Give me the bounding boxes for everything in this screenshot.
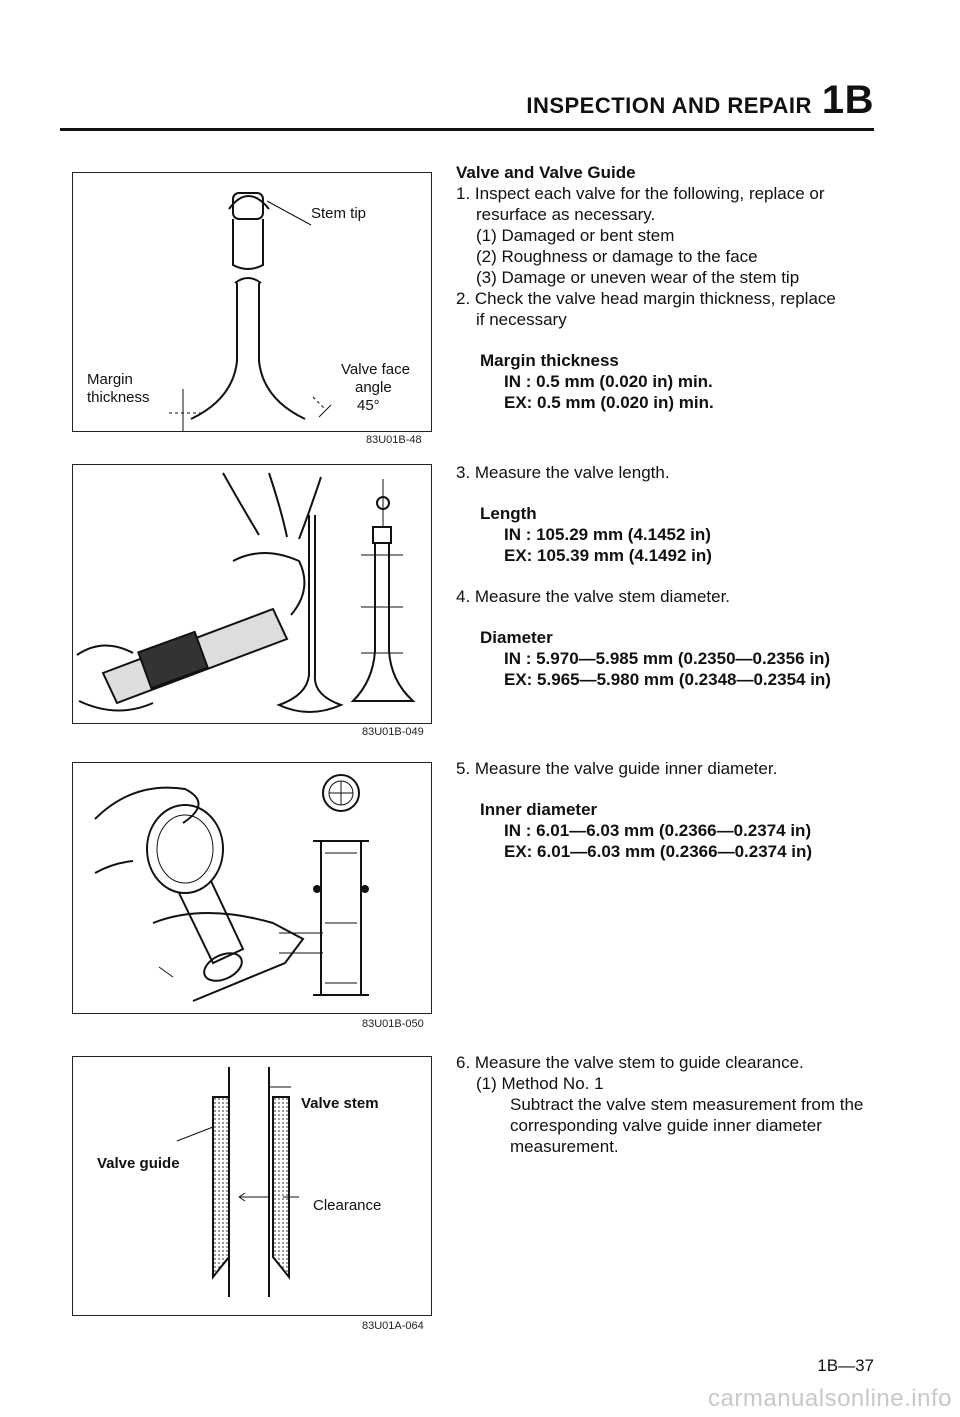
method-desc-3: measurement. [510, 1137, 619, 1156]
margin-spec [456, 350, 896, 413]
spec-in: IN : 0.5 mm (0.020 in) min. [504, 372, 713, 391]
inner-diameter-spec [456, 799, 896, 862]
sub-item-1: (1) Damaged or bent stem [476, 226, 675, 245]
label-angle-value: 45° [357, 397, 380, 414]
spec-in: IN : 6.01—6.03 mm (0.2366—0.2374 in) [504, 821, 812, 840]
header-rule [60, 128, 874, 131]
figure-valve-diagram [72, 172, 432, 432]
page-header [526, 80, 874, 120]
valve-guide-section [456, 162, 896, 413]
sub-item-3: (3) Damage or uneven wear of the stem tip [476, 268, 800, 287]
length-spec [456, 503, 896, 566]
label-valve-guide: Valve guide [97, 1155, 180, 1172]
step-3: 3. Measure the valve length. [456, 463, 670, 482]
figure-code-3: 83U01B-050 [362, 1018, 424, 1030]
step-5: 5. Measure the valve guide inner diameter. [456, 759, 778, 778]
diameter-spec [456, 627, 906, 690]
figure-code-4: 83U01A-064 [362, 1320, 424, 1332]
label-margin: Margin [87, 371, 133, 388]
spec-ex: EX: 5.965—5.980 mm (0.2348—0.2354 in) [504, 670, 831, 689]
step-1: 1. Inspect each valve for the following, replace or [456, 184, 825, 203]
header-title: INSPECTION AND REPAIR [526, 93, 812, 118]
figure-stem-micrometer [72, 464, 432, 724]
spec-title: Length [480, 504, 537, 523]
section-number: 1B [821, 78, 874, 122]
bore-gauge-illustration [73, 763, 431, 1013]
method-desc-2: corresponding valve guide inner diameter [510, 1116, 822, 1135]
clearance-section [456, 1052, 896, 1157]
figure-clearance-diagram [72, 1056, 432, 1316]
figure-bore-gauge [72, 762, 432, 1014]
spec-title: Diameter [480, 628, 553, 647]
step-4: 4. Measure the valve stem diameter. [456, 587, 731, 606]
figure-code-1: 83U01B-48 [366, 434, 422, 446]
spec-in: IN : 5.970—5.985 mm (0.2350—0.2356 in) [504, 649, 831, 668]
label-valve-stem: Valve stem [301, 1095, 379, 1112]
page-number: 1B—37 [817, 1356, 874, 1375]
step-2-cont: if necessary [476, 310, 567, 329]
section-heading: Valve and Valve Guide [456, 163, 636, 182]
watermark: carmanualsonline.info [708, 1385, 952, 1412]
spec-title: Margin thickness [480, 351, 619, 370]
label-angle: angle [355, 379, 392, 396]
label-stem-tip: Stem tip [311, 205, 367, 222]
micrometer-illustration [73, 465, 431, 723]
inner-diameter-section [456, 758, 896, 862]
diameter-section [456, 586, 906, 690]
method-desc-1: Subtract the valve stem measurement from the [510, 1095, 864, 1114]
label-clearance: Clearance [313, 1197, 382, 1214]
spec-ex: EX: 0.5 mm (0.020 in) min. [504, 393, 714, 412]
step-2: 2. Check the valve head margin thickness, replace [456, 289, 836, 308]
sub-item-2: (2) Roughness or damage to the face [476, 247, 758, 266]
label-valve-face: Valve face [341, 361, 410, 378]
figure-code-2: 83U01B-049 [362, 726, 424, 738]
spec-ex: EX: 6.01—6.03 mm (0.2366—0.2374 in) [504, 842, 813, 861]
length-section [456, 462, 896, 566]
step-6: 6. Measure the valve stem to guide clearance. [456, 1053, 804, 1072]
spec-title: Inner diameter [480, 800, 598, 819]
method-1: (1) Method No. 1 [476, 1074, 604, 1093]
spec-ex: EX: 105.39 mm (4.1492 in) [504, 546, 712, 565]
label-thickness: thickness [87, 389, 150, 406]
step-1-cont: resurface as necessary. [476, 205, 656, 224]
spec-in: IN : 105.29 mm (4.1452 in) [504, 525, 711, 544]
